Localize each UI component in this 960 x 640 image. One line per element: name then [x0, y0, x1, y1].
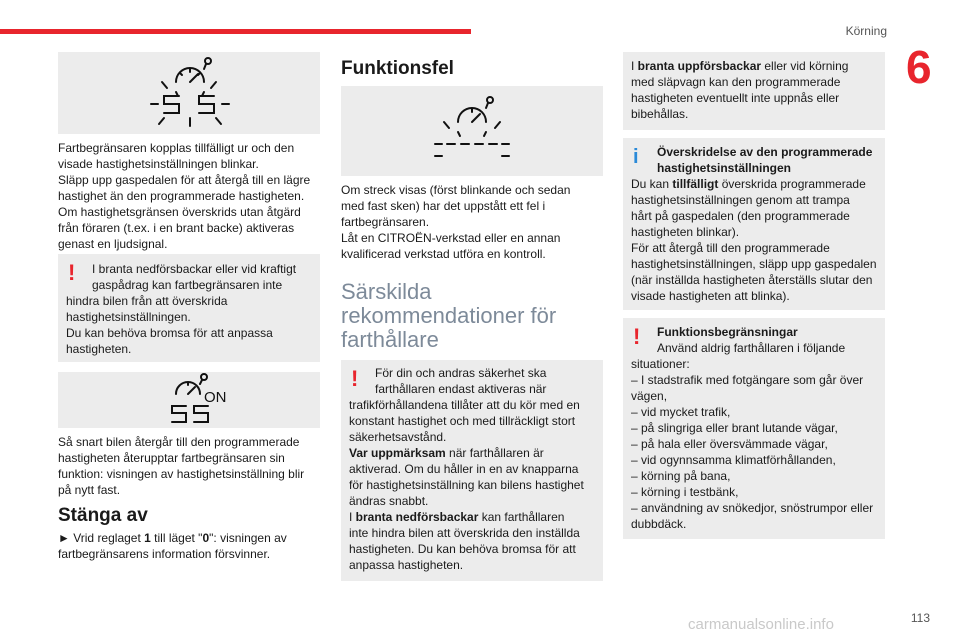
turn-off-instruction: ► Vrid reglaget 1 till läget "0": visningen av fartbegränsarens information försvinner. — [58, 531, 287, 561]
warning-box-downhill-limiter: ! I branta nedförsbackar eller vid kraftigt gaspådrag kan fartbegränsaren inte hindra bilen från att överskrida hastighetsinställningen. Du kan behöva bromsa för att anpassa hastigheten. — [58, 254, 320, 362]
page-number: 113 — [910, 611, 930, 625]
speed-limiter-fault-icon — [341, 86, 603, 176]
warning-box-limitations: ! Funktionsbegränsningar Använd aldrig farthållaren i följande situationer: – I stadstrafik med fotgängare som går över vägen, – vid mycket trafik, – på slingriga eller brant lutande vägar, – på hala eller översvämmade vägar, – vid ogynnsamma klimatförhållanden, – körning på bana, – körning i testbänk, – användning av snökedjor, snöstrumpor eller dubbdäck. — [623, 318, 885, 539]
malfunction-text: Om streck visas (först blinkande och sedan med fast sken) har det uppstått ett fel i fartbegränsaren. Låt en CITROËN-verkstad eller en annan kvalificerad verkstad utföra en kontroll. — [341, 183, 571, 261]
info-box-exceed-speed: i Överskridelse av den programmerade hastighetsinställningen Du kan tillfälligt överskrida programmerade hastighetsinställningen genom att trampa hårt på gaspedalen (den programmerade hastigheten blinkar). För att återgå till den programmerade hastighetsinställningen, släpp upp gaspedalen (när inställda hastigheten återställs slutar den visade hastigheten att blinka). — [623, 138, 885, 310]
watermark: carmanualsonline.info — [688, 616, 834, 633]
speed-limiter-blinking-icon — [58, 52, 320, 134]
speed-limiter-fault-icon-panel — [341, 86, 603, 176]
heading-turn-off: Stänga av — [58, 505, 148, 526]
chapter-number: 6 — [906, 41, 932, 93]
limiter-resume-text: Så snart bilen återgår till den programmerade hastigheten återupptar fartbegränsaren sin funktion: visningen av hastighetsinställning blir på nytt fast. — [58, 435, 305, 497]
note-box-uphill: I branta uppförsbackar eller vid körning med släpvagn kan den programmerade hastigheten eventuellt inte uppnås eller bibehållas. — [623, 52, 885, 130]
warning-exclamation-icon: ! — [633, 324, 641, 349]
heading-malfunction: Funktionsfel — [341, 58, 454, 79]
info-icon: i — [633, 146, 639, 168]
header-accent-bar — [0, 29, 471, 34]
heading-special-recommendations: Särskilda rekommendationer för farthållare — [341, 279, 557, 352]
speed-limiter-on-icon-panel — [58, 372, 320, 428]
speed-limiter-blinking-icon-panel — [58, 52, 320, 134]
on-label: ON — [204, 389, 227, 406]
speed-limiter-on-icon — [58, 372, 320, 428]
warning-exclamation-icon: ! — [68, 260, 76, 285]
warning-box-cruise-safety: ! För din och andras säkerhet ska farthållaren endast aktiveras när trafikförhållandena tillåter att du kör med en konstant hastighet och med tillräckligt stort säkerhetsavstånd. Var uppmärksam när farthållaren är aktiverad. Om du håller in en av knapparna för hastighetsinställning kan bilens hastighet ändras snabbt. I branta nedförsbackar kan farthållaren inte hindra bilen att överskrida den inställda hastigheten. Du kan behöva bromsa för att anpassa hastigheten. — [341, 360, 603, 581]
warning-exclamation-icon: ! — [351, 366, 359, 391]
limiter-exceeded-text: Fartbegränsaren kopplas tillfälligt ur och den visade hastighetsinställningen blinkar. Släpp upp gaspedalen för att återgå till en lägre hastighet än den programmerade hastigheten. Om hastighetsgränsen överskrids utan åtgärd från föraren (t.ex. i en brant backe) aktiveras genast en ljudsignal. — [58, 141, 311, 251]
section-title: Körning — [845, 24, 887, 38]
